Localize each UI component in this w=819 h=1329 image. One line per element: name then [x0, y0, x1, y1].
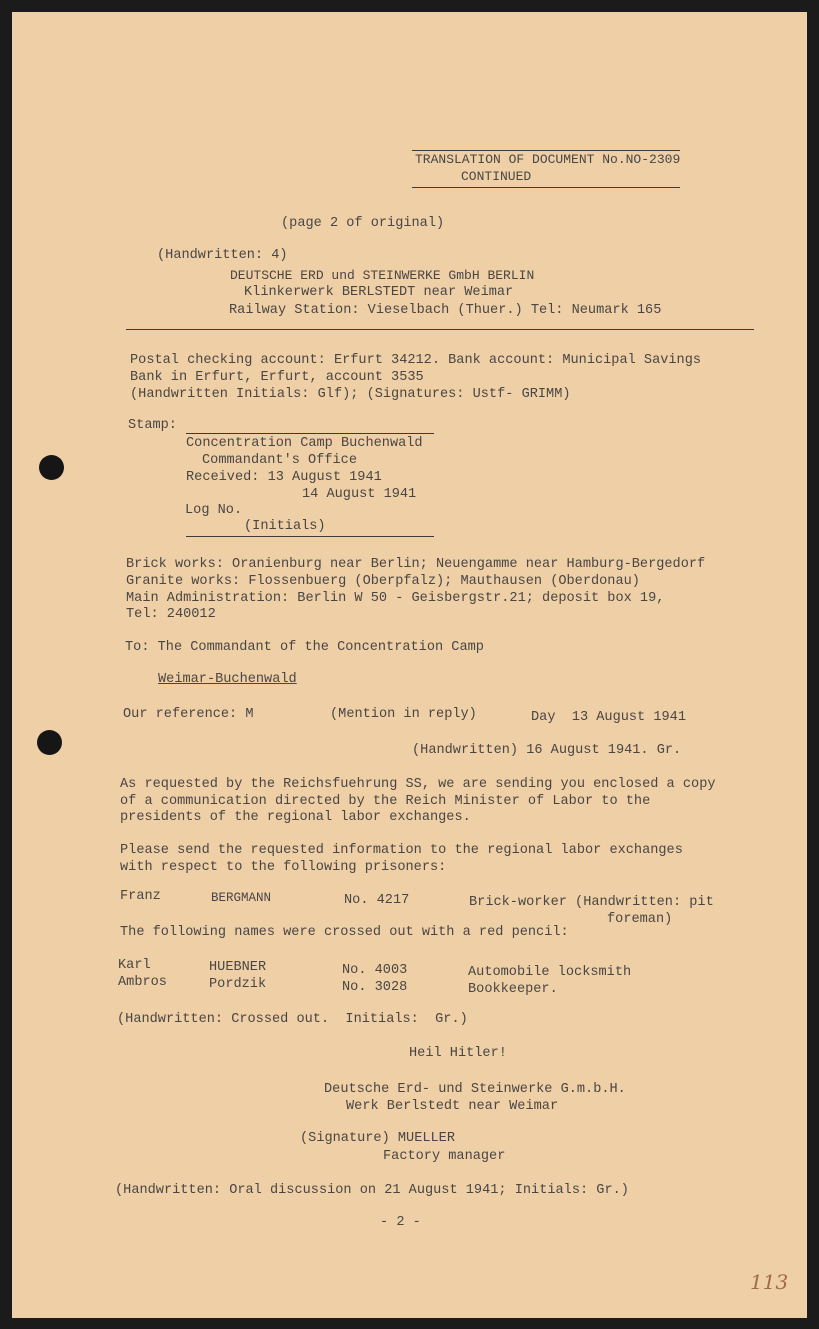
- crossed-prisoner-number-2: No. 3028: [342, 980, 408, 995]
- stamp-camp: Concentration Camp Buchenwald: [186, 436, 423, 451]
- crossed-prisoner-first-2: Ambros: [118, 975, 167, 990]
- prisoner-job: Brick-worker (Handwritten: pit: [469, 895, 714, 910]
- document-title: TRANSLATION OF DOCUMENT No.NO-2309: [415, 152, 681, 167]
- crossed-out-handwritten-note: (Handwritten: Crossed out. Initials: Gr.): [117, 1012, 468, 1027]
- document-page: [12, 12, 807, 1318]
- company-info-line-2: Granite works: Flossenbuerg (Oberpfalz); Mauthausen (Oberdonau): [126, 574, 640, 589]
- closing-salute: Heil Hitler!: [409, 1046, 507, 1061]
- letterhead-plant: Klinkerwerk BERLSTEDT near Weimar: [244, 285, 514, 300]
- mention-in-reply: (Mention in reply): [330, 707, 477, 722]
- letterhead-rule: [126, 329, 754, 330]
- prisoner-job-cont: foreman): [607, 912, 673, 927]
- addressee-line: To: The Commandant of the Concentration Camp: [125, 640, 484, 655]
- stamp-received-2: 14 August 1941: [302, 487, 417, 502]
- company-info-line-3: Main Administration: Berlin W 50 - Geisbergstr.21; deposit box 19,: [126, 591, 665, 606]
- body-p2-line-2: with respect to the following prisoners:: [120, 860, 447, 875]
- stamp-rule-bottom: [186, 536, 434, 537]
- company-info-line-4: Tel: 240012: [126, 607, 216, 622]
- closing-company: Deutsche Erd- und Steinwerke G.m.b.H.: [324, 1082, 626, 1097]
- punch-hole-bottom: [37, 730, 62, 755]
- crossed-prisoner-job-2: Bookkeeper.: [468, 982, 558, 997]
- company-info-line-1: Brick works: Oranienburg near Berlin; Neuengamme near Hamburg-Bergedorf: [126, 557, 706, 572]
- addressee-place: Weimar-Buchenwald: [158, 672, 297, 687]
- stamp-office: Commandant's Office: [202, 453, 357, 468]
- page-number: - 2 -: [380, 1215, 421, 1230]
- crossed-out-note: The following names were crossed out with a red pencil:: [120, 925, 569, 940]
- stamp-initials: (Initials): [244, 519, 326, 534]
- accounts-line-1: Postal checking account: Erfurt 34212. Bank account: Municipal Savings: [130, 353, 702, 368]
- handwritten-date: (Handwritten) 16 August 1941. Gr.: [412, 743, 682, 758]
- body-p1-line-3: presidents of the regional labor exchanges.: [120, 810, 471, 825]
- crossed-prisoner-last-2: Pordzik: [209, 977, 267, 992]
- accounts-line-2: Bank in Erfurt, Erfurt, account 3535: [130, 370, 424, 385]
- letterhead-company: DEUTSCHE ERD und STEINWERKE GmbH BERLIN: [230, 268, 535, 283]
- crossed-prisoner-first-1: Karl: [118, 958, 151, 973]
- stamp-log-no: Log No.: [185, 503, 243, 518]
- document-subtitle: CONTINUED: [461, 169, 532, 184]
- prisoner-first-name: Franz: [120, 889, 161, 904]
- punch-hole-top: [39, 455, 64, 480]
- crossed-prisoner-job-1: Automobile locksmith: [468, 965, 632, 980]
- closing-plant: Werk Berlstedt near Weimar: [346, 1099, 559, 1114]
- our-reference: Our reference: M: [123, 707, 254, 722]
- crossed-prisoner-number-1: No. 4003: [342, 963, 408, 978]
- letterhead-station: Railway Station: Vieselbach (Thuer.) Tel: Neumark 165: [229, 303, 662, 318]
- header-rule-bottom: [412, 187, 680, 188]
- body-p1-line-2: of a communication directed by the Reich Minister of Labor to the: [120, 794, 651, 809]
- page-note: (page 2 of original): [281, 216, 445, 231]
- footer-handwritten-note: (Handwritten: Oral discussion on 21 August 1941; Initials: Gr.): [115, 1183, 629, 1198]
- signature: (Signature) MUELLER: [300, 1131, 455, 1146]
- handwritten-note-4: (Handwritten: 4): [157, 248, 288, 263]
- prisoner-number: No. 4217: [344, 893, 410, 908]
- body-p2-line-1: Please send the requested information to the regional labor exchanges: [120, 843, 683, 858]
- prisoner-last-name: BERGMANN: [211, 891, 272, 905]
- stamp-label: Stamp:: [128, 418, 177, 433]
- crossed-prisoner-last-1: HUEBNER: [209, 960, 267, 975]
- signatory-title: Factory manager: [383, 1149, 506, 1164]
- corner-handwriting: 113: [750, 1270, 789, 1294]
- stamp-received: Received: 13 August 1941: [186, 470, 382, 485]
- letter-date: Day 13 August 1941: [531, 710, 686, 725]
- accounts-line-3: (Handwritten Initials: Glf); (Signatures: Ustf- GRIMM): [130, 387, 571, 402]
- stamp-rule-top: [186, 433, 434, 434]
- body-p1-line-1: As requested by the Reichsfuehrung SS, we are sending you enclosed a copy: [120, 777, 716, 792]
